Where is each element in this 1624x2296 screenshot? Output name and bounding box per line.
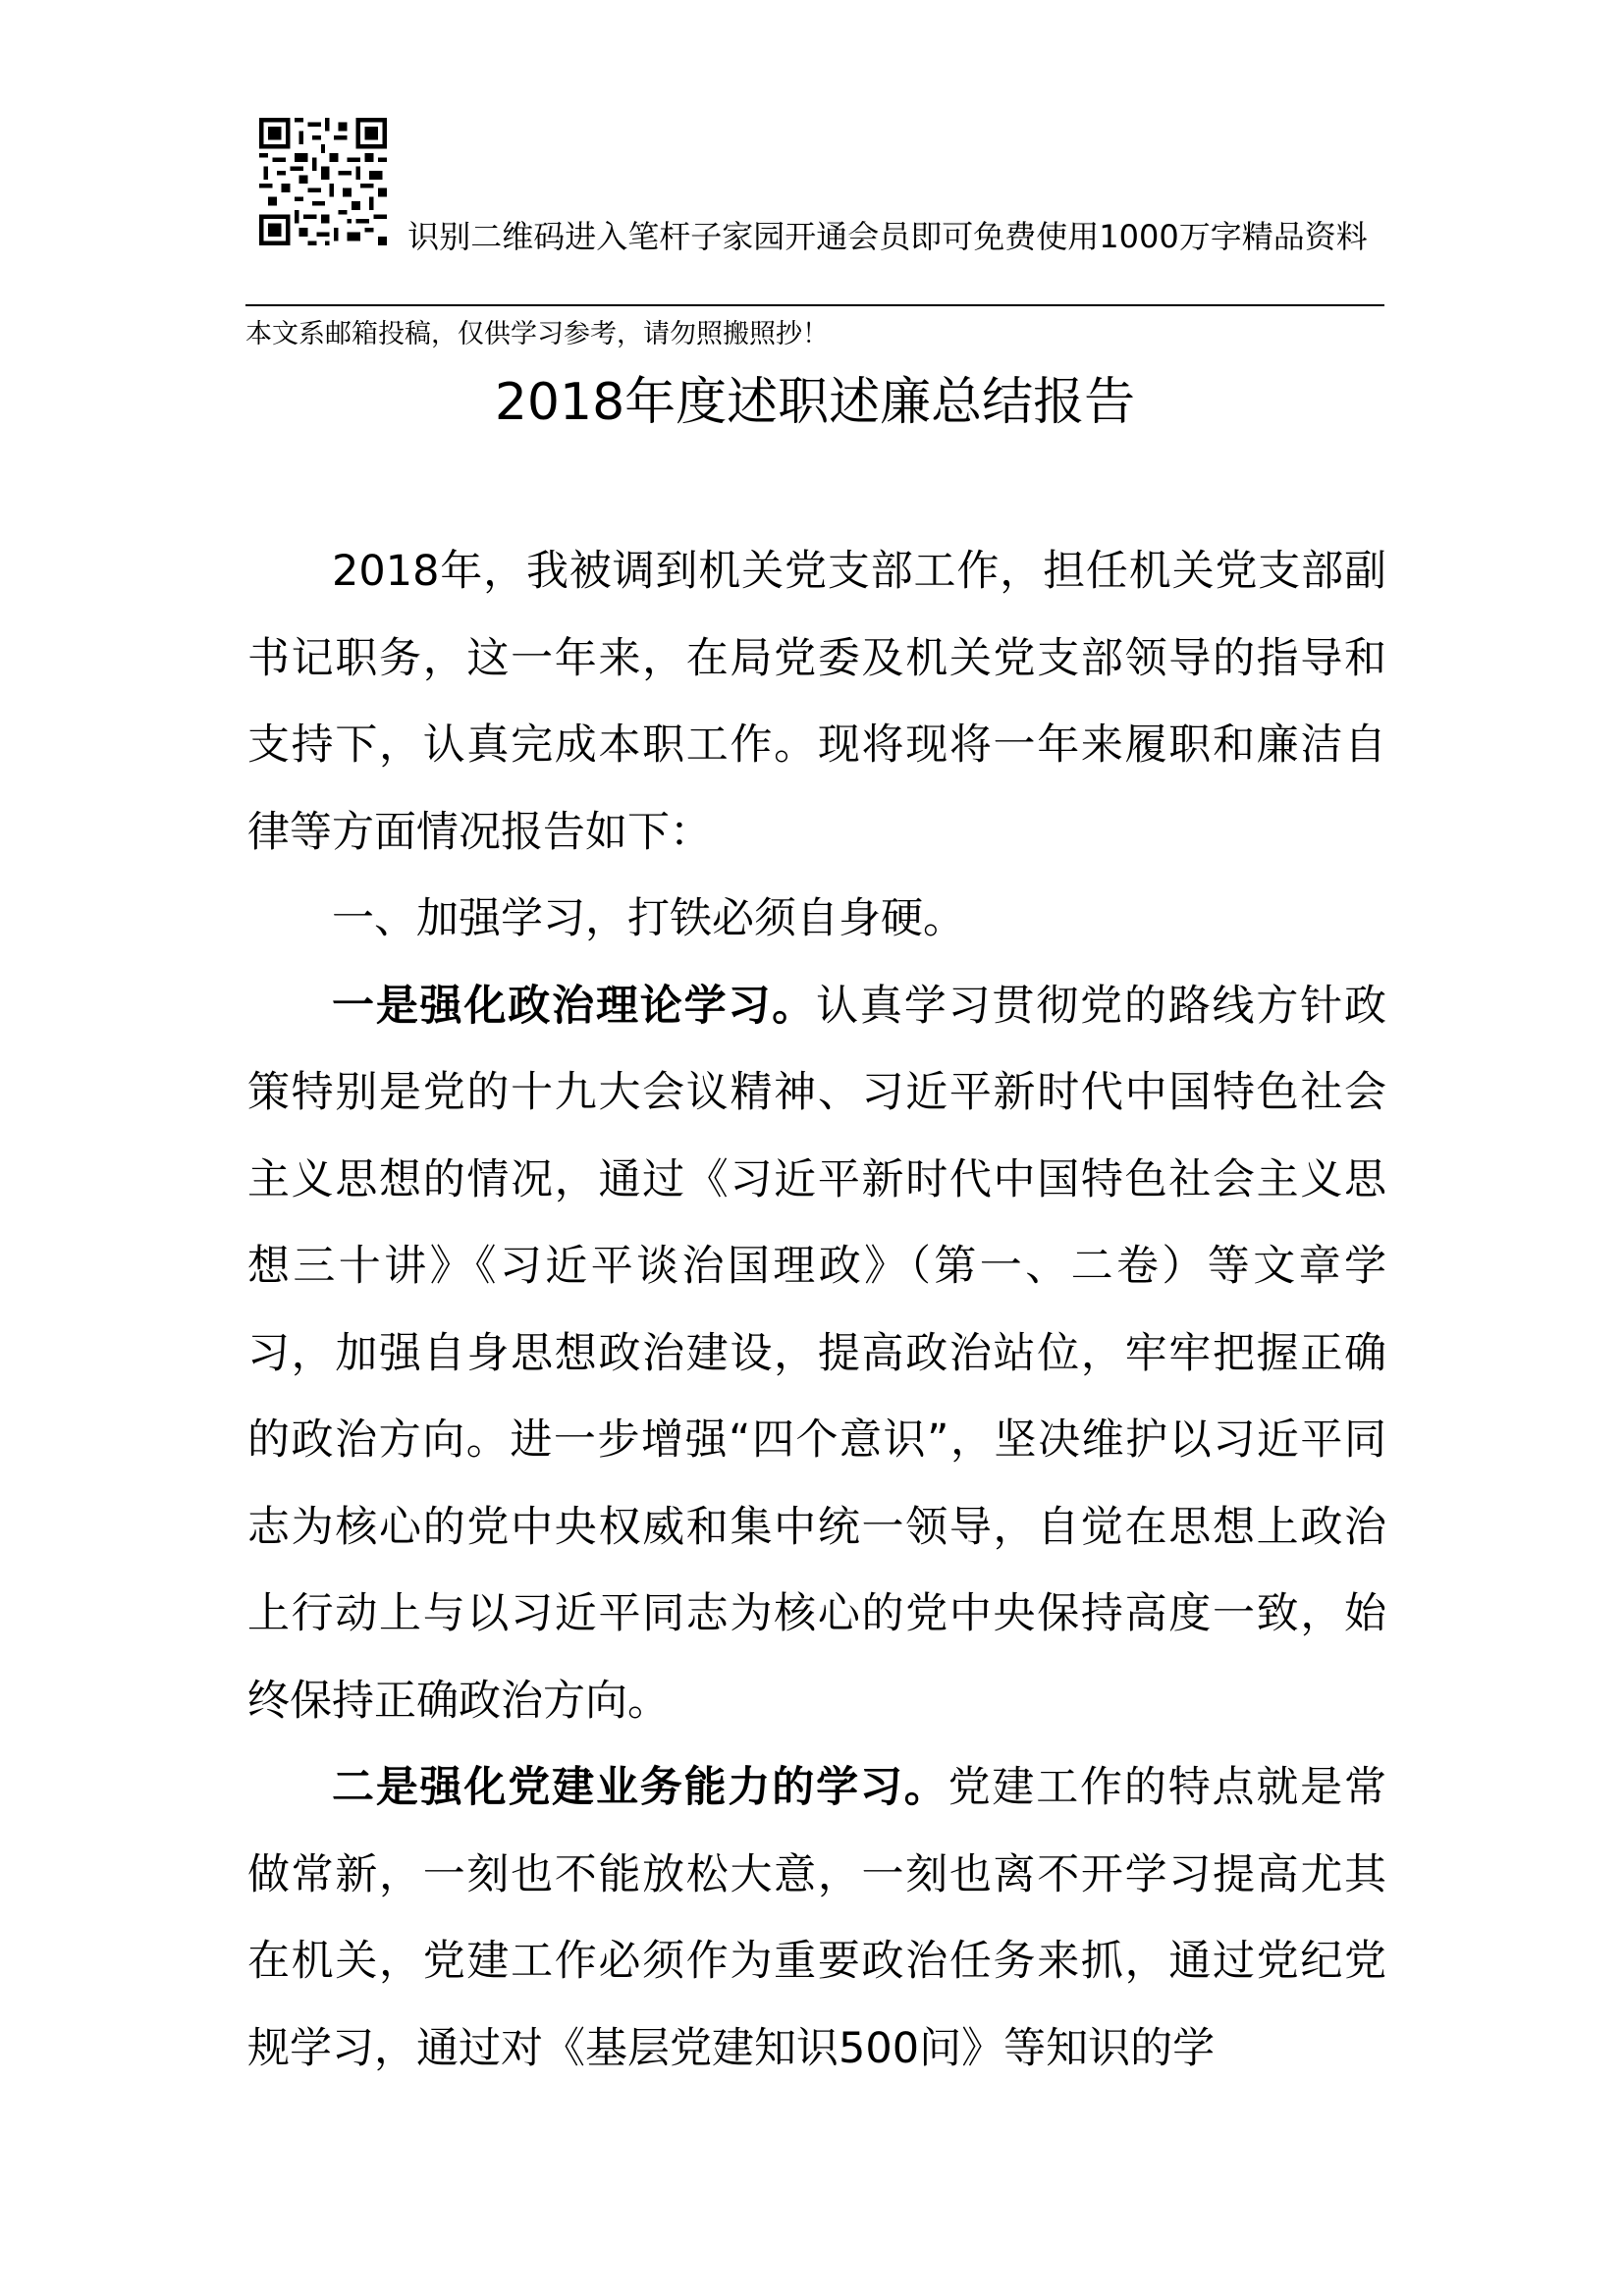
paragraph-text: 党建工作的特点就是常做常新，一刻也不能放松大意，一刻也离不开学习提高尤其在机关，党建工作必须作为重要政治任务来抓，通过党纪党规学习，通过对《基层党建知识500问》等知识的学 [247, 1763, 1387, 2073]
promo-text: 识别二维码进入笔杆子家园开通会员即可免费使用1000万字精品资料 [407, 218, 1368, 255]
paragraph-text: 认真学习贯彻党的路线方针政策特别是党的十九大会议精神、习近平新时代中国特色社会主义思想的情况，通过《习近平新时代中国特色社会主义思想三十讲》《习近平谈治国理政》（第一、二卷）等文章学习，加强自身思想政治建设，提高政治站位，牢牢把握正确的政治方向。进一步增强“四个意识”，坚决维护以习近平同志为核心的党中央权威和集中统一领导，自觉在思想上政治上行动上与以习近平同志为核心的党中央保持高度一致，始终保持正确政治方向。 [247, 981, 1387, 1726]
document-title: 2018年度述职述廉总结报告 [494, 373, 1136, 432]
document-body [247, 528, 1386, 2092]
submission-notice: 本文系邮箱投稿，仅供学习参考，请勿照搬照抄！ [245, 319, 829, 349]
paragraph-lead: 一是强化政治理论学习。 [332, 981, 817, 1031]
paragraph [247, 528, 1386, 876]
qr-code-image [259, 118, 387, 245]
paragraph-text: 2018年，我被调到机关党支部工作，担任机关党支部副书记职务，这一年来，在局党委及机关党支部领导的指导和支持下，认真完成本职工作。现将现将一年来履职和廉洁自律等方面情况报告如下： [247, 547, 1386, 857]
paragraph [247, 963, 1386, 1745]
paragraph-text: 一、加强学习，打铁必须自身硬。 [332, 894, 965, 943]
paragraph-lead: 二是强化党建业务能力的学习。 [332, 1763, 948, 1812]
section-heading [247, 876, 1386, 963]
paragraph [247, 1744, 1386, 2092]
header-divider [245, 304, 1384, 306]
